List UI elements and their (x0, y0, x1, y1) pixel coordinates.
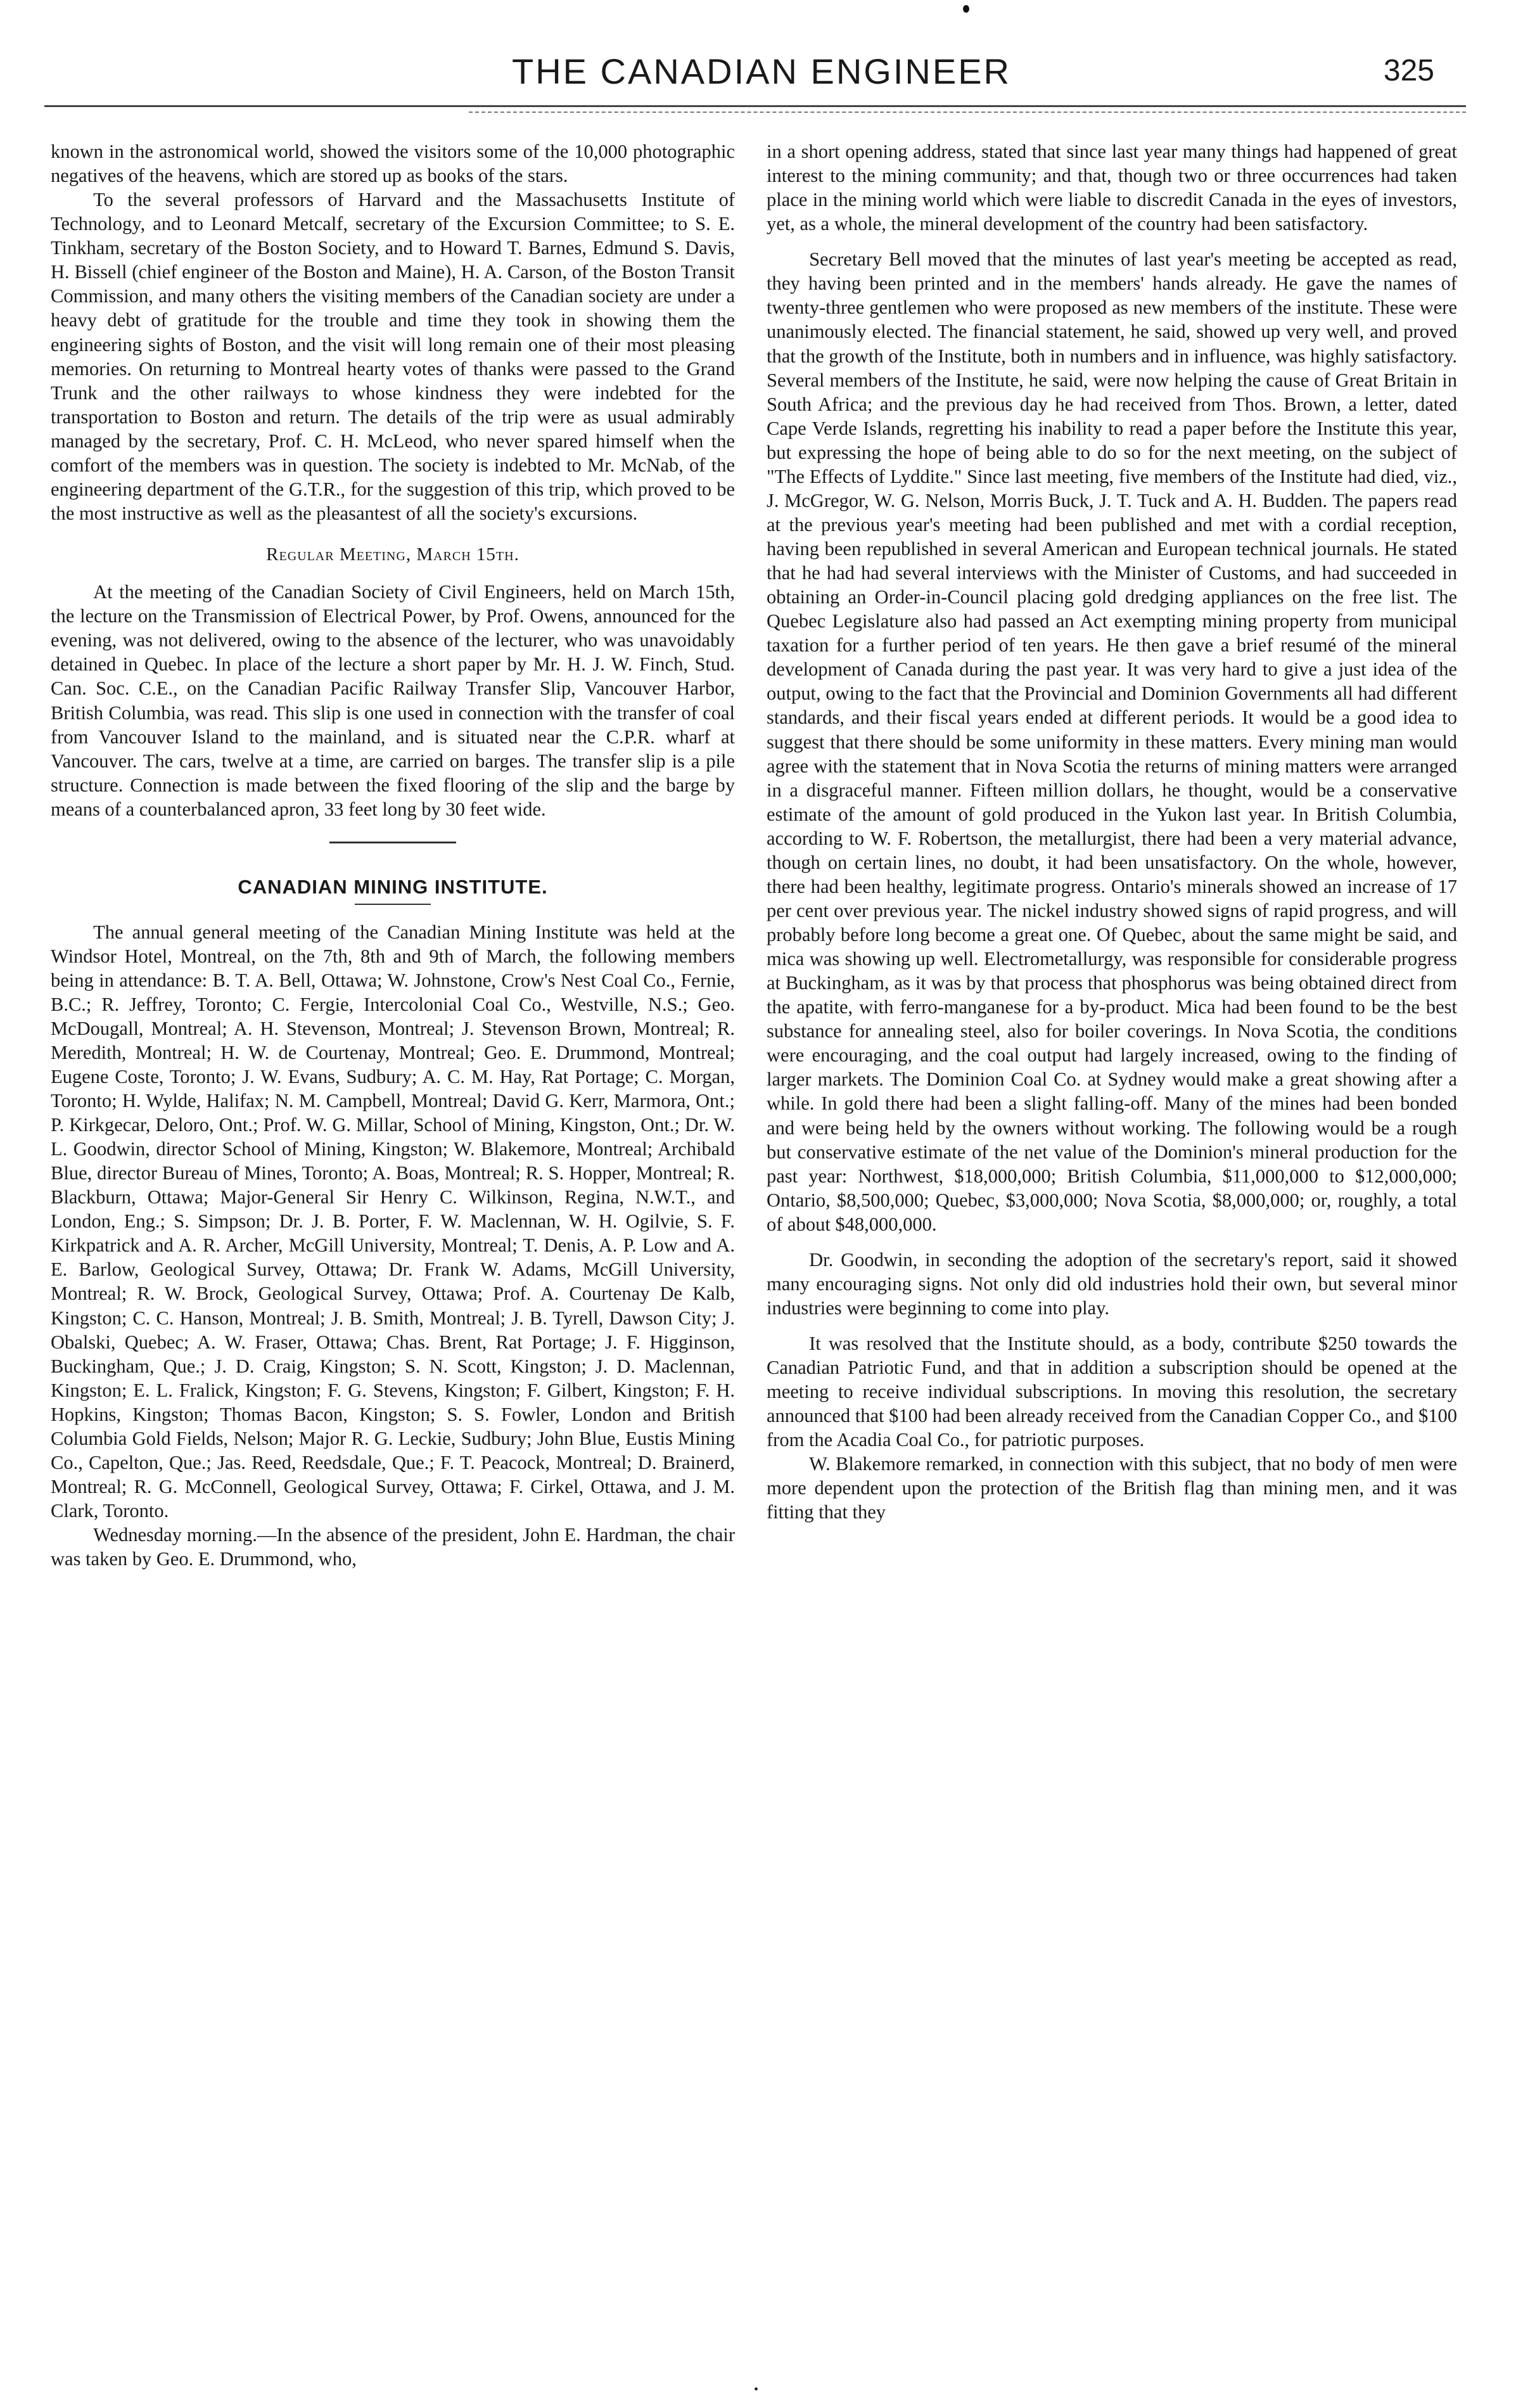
header-rule (44, 105, 1466, 107)
paragraph-gap (767, 236, 1457, 247)
paragraph: W. Blakemore remarked, in connection with this subject, that no body of men were more dependent upon the protection of the British flag than mining men, and it was fitting that they (767, 1453, 1457, 1523)
page-header (0, 51, 1523, 108)
subheading: Regular Meeting, March 15th. (266, 544, 519, 565)
paragraph: Dr. Goodwin, in seconding the adoption of the secretary's report, said it showed many encouraging signs. Not only did old industries hold their own, but several minor industries were beginning to come into play. (767, 1248, 1457, 1319)
journal-title: THE CANADIAN ENGINEER (512, 51, 1011, 91)
paragraph-gap (767, 1236, 1457, 1248)
right-column (767, 139, 1457, 1525)
left-column (51, 139, 735, 1571)
paragraph: Secretary Bell moved that the minutes of last year's meeting be accepted as read, they having been printed and in the members' hands already. He gave the names of twenty-three gentlemen who were proposed as new members of the institute. These were unanimously elected. The financial statement, he said, showed up very well, and proved that the growth of the Institute, both in numbers and in influence, was highly satisfactory. Several members of the Institute, he said, were now helping the cause of Great Britain in South Africa; and the previous day he had received from Thos. Brown, a letter, dated Cape Verde Islands, regretting his inability to read a paper before the Institute this year, but expressing the hope of being able to do so for the next meeting, on the subject of "The Effects of Lyddite." Since last meeting, five members of the Institute had died, viz., J. McGregor, W. G. Nelson, Morris Buck, J. T. Tuck and A. H. Budden. The papers read at the previous year's meeting had been published and met with a cordial reception, having been republished in several American and European technical journals. He stated that he had had several interviews with the Minister of Customs, and had succeeded in obtaining an Order-in-Council placing gold dredging appliances on the free list. The Quebec Legislature also had passed an Act exempting mining property from municipal taxation for a further period of ten years. He then gave a brief resumé of the mineral development of Canada during the past year. It was very hard to give a just idea of the output, owing to the fact that the Provincial and Dominion Governments all had different standards, and their fiscal years ended at different periods. It would be a good idea to suggest that there should be some uniformity in these matters. Every mining man would agree with the statement that in Nova Scotia the returns of mining matters were arranged in a disgraceful manner. Fifteen million dollars, he thought, would be a conservative estimate of the amount of gold produced in the Yukon last year. In British Columbia, according to W. F. Robertson, the metallurgist, there had been a very material advance, though on certain lines, no doubt, it had been unsatisfactory. On the whole, however, there had been healthy, legitimate progress. Ontario's minerals showed an increase of 17 per cent over previous year. The nickel industry showed signs of rapid progress, and will probably before long become a great one. Of Quebec, about the same might be said, and mica was showing up well. Electrometallurgy, was responsible for considerable progress at Buckingham, as it was by that process that phosphorus was being obtained direct from the apatite, with ferro-manganese for a by-product. Mica had been found to be the best substance for annealing steel, also for boiler coverings. In Nova Scotia, the conditions were encouraging, and the coal output had largely increased, owing to the finding of larger markets. The Dominion Coal Co. at Sydney would make a great showing after a while. In gold there had been a slight falling-off. Many of the mines had been bonded and were being held by the owners without working. The following would be a rough but conservative estimate of the net value of the Dominion's mineral production for the past year: Northwest, $18,000,000; British Columbia, $11,000,000 to $12,000,000; Ontario, $8,500,000; Quebec, $3,000,000; Nova Scotia, $8,000,000; or, roughly, a total of about $48,000,000. (767, 248, 1457, 1235)
paragraph: At the meeting of the Canadian Society of Civil Engineers, held on March 15th, the lecture on the Transmission of Electrical Power, by Prof. Owens, announced for the evening, was not delivered, owing to the absence of the lecturer, who was unavoidably detained in Quebec. In place of the lecture a short paper by Mr. H. J. W. Finch, Stud. Can. Soc. C.E., on the Canadian Pacific Railway Transfer Slip, Vancouver Harbor, British Columbia, was read. This slip is one used in connection with the transfer of coal from Vancouver Island to the mainland, and is situated near the C.P.R. wharf at Vancouver. The cars, twelve at a time, are carried on barges. The transfer slip is a pile structure. Connection is made between the fixed flooring of the slip and the barge by means of a counterbalanced apron, 33 feet long by 30 feet wide. (51, 581, 735, 820)
paragraph: known in the astronomical world, showed the visitors some of the 10,000 photographic negatives of the heavens, which are stored up as books of the stars. (51, 141, 735, 187)
print-speck (963, 5, 969, 13)
page-number: 325 (1383, 54, 1434, 87)
section-divider (329, 842, 456, 843)
paragraph: Wednesday morning.—In the absence of the president, John E. Hardman, the chair was taken by Geo. E. Drummond, who, (51, 1524, 735, 1570)
paragraph-gap (767, 1320, 1457, 1331)
paragraph: It was resolved that the Institute should, as a body, contribute $250 towards the Canadian Patriotic Fund, and that in addition a subscription should be opened at the meeting to receive individual subscriptions. In moving this resolution, the secretary announced that $100 had been already received from the Canadian Copper Co., and $100 from the Acadia Coal Co., for patriotic purposes. (767, 1333, 1458, 1451)
paragraph: in a short opening address, stated that since last year many things had happened of great interest to the mining community; and that, though two or three occurrences had taken place in the mining world which were liable to discredit Canada in the eyes of investors, yet, as a whole, the mineral development of the country had been satisfactory. (767, 141, 1457, 235)
footer-mark: • (754, 2383, 759, 2397)
section-title: CANADIAN MINING INSTITUTE. (238, 875, 548, 898)
section-title-rule (355, 904, 431, 905)
header-rule-dashed (469, 112, 1466, 113)
paragraph: The annual general meeting of the Canadian Mining Institute was held at the Windsor Hotel, Montreal, on the 7th, 8th and 9th of March, the following members being in attendance: B. T. A. Bell, Ottawa; W. Johnstone, Crow's Nest Coal Co., Fernie, B.C.; R. Jeffrey, Toronto; C. Fergie, Intercolonial Coal Co., Westville, N.S.; Geo. McDougall, Montreal; A. H. Stevenson, Montreal; J. Stevenson Brown, Montreal; R. Meredith, Montreal; H. W. de Courtenay, Montreal; Geo. E. Drummond, Montreal; Eugene Coste, Toronto; J. W. Evans, Sudbury; A. C. M. Hay, Rat Portage; C. Morgan, Toronto; H. Wylde, Halifax; N. M. Campbell, Montreal; David G. Kerr, Marmora, Ont.; P. Kirkgecar, Deloro, Ont.; Prof. W. G. Millar, School of Mining, Kingston, Ont.; Dr. W. L. Goodwin, director School of Mining, Kingston; W. Blakemore, Montreal; Archibald Blue, director Bureau of Mines, Toronto; A. Boas, Montreal; R. S. Hopper, Montreal; R. Blackburn, Ottawa; Major-General Sir Henry C. Wilkinson, Regina, N.W.T., and London, Eng.; S. Simpson; Dr. J. B. Porter, F. W. Maclennan, W. H. Ogilvie, S. F. Kirkpatrick and A. R. Archer, McGill University, Montreal; T. Denis, A. P. Low and A. E. Barlow, Geological Survey, Ottawa; Dr. Frank W. Adams, McGill University, Montreal; R. W. Brock, Geological Survey, Ottawa; Prof. A. Courtenay De Kalb, Kingston; C. C. Hanson, Montreal; J. B. Smith, Montreal; J. B. Tyrell, Dawson City; J. Obalski, Quebec; A. W. Fraser, Ottawa; Chas. Brent, Rat Portage; J. F. Higginson, Buckingham, Que.; J. D. Craig, Kingston; S. N. Scott, Kingston; J. D. Maclennan, Kingston; E. L. Fralick, Kingston; F. G. Stevens, Kingston; F. Gilbert, Kingston; F. H. Hopkins, Kingston; Thomas Bacon, Kingston; S. S. Fowler, London and British Columbia Gold Fields, Nelson; Major R. G. Leckie, Sudbury; John Blue, Eustis Mining Co., Capelton, Que.; Jas. Reed, Reedsdale, Que.; F. T. Peacock, Montreal; D. Brainerd, Montreal; R. G. McConnell, Geological Survey, Ottawa; F. Cirkel, Ottawa, and J. M. Clark, Toronto. (51, 921, 735, 1521)
paragraph: To the several professors of Harvard and the Massachusetts Institute of Technology, and to Leonard Metcalf, secretary of the Excursion Committee; to S. E. Tinkham, secretary of the Boston Society, and to Howard T. Barnes, Edmund S. Davis, H. Bissell (chief engineer of the Boston and Maine), H. A. Carson, of the Boston Transit Commission, and many others the visiting members of the Canadian society are under a heavy debt of gratitude for the trouble and time they took in showing them the engineering sights of Boston, and the visit will long remain one of their most pleasing memories. On returning to Montreal hearty votes of thanks were passed to the Grand Trunk and the other railways to whose kindness they were indebted for the transportation to Boston and return. The details of the trip were as usual admirably managed by the secretary, Prof. C. H. McLeod, who never spared himself when the comfort of the members was in question. The society is indebted to Mr. McNab, of the engineering department of the G.T.R., for the suggestion of this trip, which proved to be the most instructive as well as the pleasantest of all the society's excursions. (51, 189, 735, 524)
